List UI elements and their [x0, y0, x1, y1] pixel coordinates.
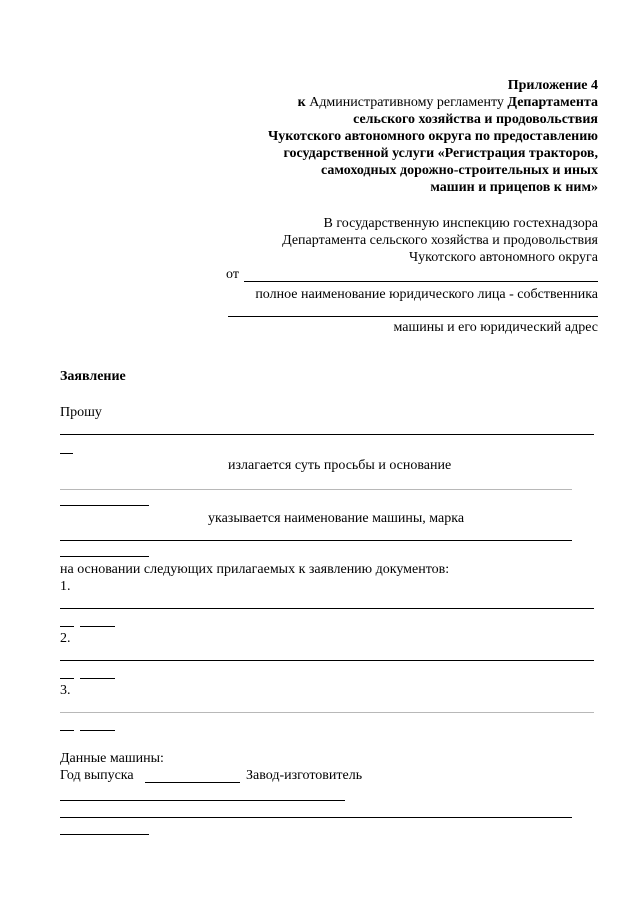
document-item-1-line[interactable]: [60, 608, 594, 609]
request-line-2-tail[interactable]: [60, 505, 149, 506]
document-item-2-tail-b[interactable]: [80, 678, 115, 679]
regulation-line-2: сельского хозяйства и продовольствия: [353, 112, 598, 127]
document-item-1-tail-b[interactable]: [80, 626, 115, 627]
document-item-3-number: 3.: [60, 683, 71, 698]
document-item-3-tail-a[interactable]: [60, 730, 74, 731]
from-input-line[interactable]: [244, 281, 598, 282]
document-item-1-number: 1.: [60, 579, 71, 594]
machine-line[interactable]: [60, 540, 572, 541]
owner-name-caption: полное наименование юридического лица - собственника: [255, 287, 598, 302]
regulation-line-5: самоходных дорожно-строительных и иных: [320, 163, 598, 178]
addressee-line-3: Чукотского автономного округа: [409, 250, 598, 265]
request-line-2[interactable]: [60, 489, 572, 490]
machine-caption: указывается наименование машины, марка: [208, 511, 465, 526]
document-item-3-tail-b[interactable]: [80, 730, 115, 731]
machine-line-tail[interactable]: [60, 556, 149, 557]
regulation-line-4: государственной услуги «Регистрация тракторов,: [283, 146, 598, 161]
machine-data-label: Данные машины:: [60, 751, 164, 766]
manufacturer-line-2-tail[interactable]: [60, 834, 149, 835]
addressee-line-2: Департамента сельского хозяйства и продовольствия: [282, 233, 598, 248]
request-caption: излагается суть просьбы и основание: [228, 458, 452, 473]
document-item-1-tail-a[interactable]: [60, 626, 74, 627]
request-line[interactable]: [60, 434, 594, 435]
manufacturer-input-line[interactable]: [60, 800, 345, 801]
request-line-tail[interactable]: [60, 453, 73, 454]
statement-title: Заявление: [60, 369, 126, 384]
document-item-2-number: 2.: [60, 631, 71, 646]
regulation-line-6: машин и прицепов к ним»: [430, 180, 598, 195]
owner-address-caption: машины и его юридический адрес: [393, 320, 598, 335]
documents-intro: на основании следующих прилагаемых к заявлению документов:: [60, 562, 450, 577]
document-item-3-line[interactable]: [60, 712, 594, 713]
document-item-2-tail-a[interactable]: [60, 678, 74, 679]
regulation-line-3: Чукотского автономного округа по предоставлению: [267, 129, 598, 144]
request-label: Прошу: [60, 405, 102, 420]
regulation-line-1: [298, 94, 598, 111]
owner-address-line[interactable]: [228, 316, 598, 317]
manufacturer-label: Завод-изготовитель: [246, 768, 363, 783]
manufacturer-line-2[interactable]: [60, 817, 572, 818]
regulation-department: Департамента: [507, 95, 598, 110]
from-label: от: [226, 267, 239, 282]
addressee-line-1: В государственную инспекцию гостехнадзора: [323, 216, 598, 231]
regulation-prefix: к: [297, 95, 306, 110]
appendix-title: Приложение 4: [507, 78, 598, 93]
year-label: Год выпуска: [60, 768, 134, 783]
year-input-line[interactable]: [145, 782, 240, 783]
regulation-name: Административному регламенту: [309, 95, 504, 110]
document-item-2-line[interactable]: [60, 660, 594, 661]
